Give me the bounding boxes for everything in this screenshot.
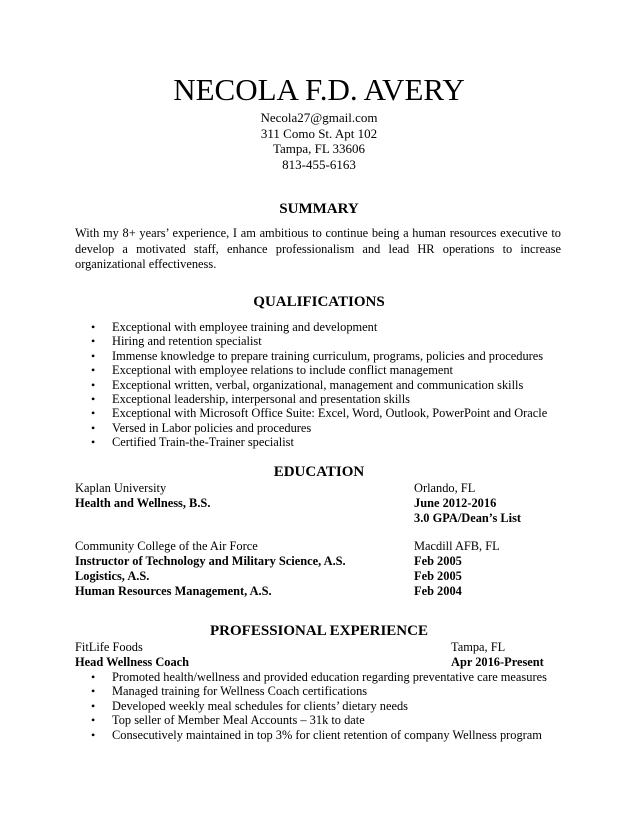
degree-title: Instructor of Technology and Military Science, A.S. <box>75 554 346 568</box>
school-name: Community College of the Air Force <box>75 539 258 553</box>
contact-address: 311 Como St. Apt 102 <box>260 125 378 141</box>
contact-block <box>0 110 638 172</box>
list-item: • Immense knowledge to prepare training curriculum, programs, policies and procedures <box>75 349 575 363</box>
qualifications-heading: QUALIFICATIONS <box>253 294 385 310</box>
contact-city: Tampa, FL 33606 <box>272 141 366 156</box>
summary-heading: SUMMARY <box>279 201 359 217</box>
degree-title: Health and Wellness, B.S. <box>75 496 211 510</box>
resume-name: NECOLA F.D. AVERY <box>173 72 465 107</box>
school-name: Kaplan University <box>75 481 167 495</box>
degree-date: Feb 2004 <box>414 584 462 598</box>
education-heading: EDUCATION <box>273 464 365 480</box>
degree-date: Feb 2005 <box>414 569 462 583</box>
degree-title: Human Resources Management, A.S. <box>75 584 272 598</box>
list-item: • Exceptional written, verbal, organizational, management and communication skills <box>75 378 575 392</box>
school-location: Macdill AFB, FL <box>414 539 500 553</box>
school-location: Orlando, FL <box>414 481 476 495</box>
company-name: FitLife Foods <box>75 640 143 654</box>
contact-email: Necola27@gmail.com <box>260 110 378 125</box>
summary-text: With my 8+ years’ experience, I am ambitious to continue being a human resources executive to develop a motivated staff, enhance professionalism and lead HR operations to increase organizational effectiveness. <box>75 226 561 271</box>
list-item: • Developed weekly meal schedules for clients’ dietary needs <box>75 699 575 713</box>
company-location: Tampa, FL <box>451 640 506 654</box>
degree-date: Feb 2005 <box>414 554 462 568</box>
contact-phone: 813-455-6163 <box>282 156 356 172</box>
degree-title: Logistics, A.S. <box>75 569 150 583</box>
job-dates: Apr 2016-Present <box>451 655 544 669</box>
list-item: • Exceptional with employee relations to include conflict management <box>75 363 575 377</box>
experience-heading: PROFESSIONAL EXPERIENCE <box>210 623 428 639</box>
list-item: • Versed in Labor policies and procedures <box>75 421 575 435</box>
job-title: Head Wellness Coach <box>75 655 190 669</box>
list-item: • Hiring and retention specialist <box>75 334 575 348</box>
list-item: • Promoted health/wellness and provided education regarding preventative care measures <box>75 670 575 684</box>
list-item: • Exceptional leadership, interpersonal and presentation skills <box>75 392 575 406</box>
list-item: • Certified Train-the-Trainer specialist <box>75 435 575 449</box>
gpa-text: 3.0 GPA/Dean’s List <box>414 511 522 525</box>
degree-dates: June 2012-2016 <box>414 496 497 510</box>
list-item: • Consecutively maintained in top 3% for client retention of company Wellness program <box>75 728 575 742</box>
list-item: • Managed training for Wellness Coach certifications <box>75 684 575 698</box>
duties-list <box>75 670 575 742</box>
list-item: • Exceptional with Microsoft Office Suite: Excel, Word, Outlook, PowerPoint and Oracle <box>75 406 575 420</box>
list-item: • Exceptional with employee training and development <box>75 320 575 334</box>
list-item: • Top seller of Member Meal Accounts – 31k to date <box>75 713 575 727</box>
qualifications-list <box>75 320 575 450</box>
